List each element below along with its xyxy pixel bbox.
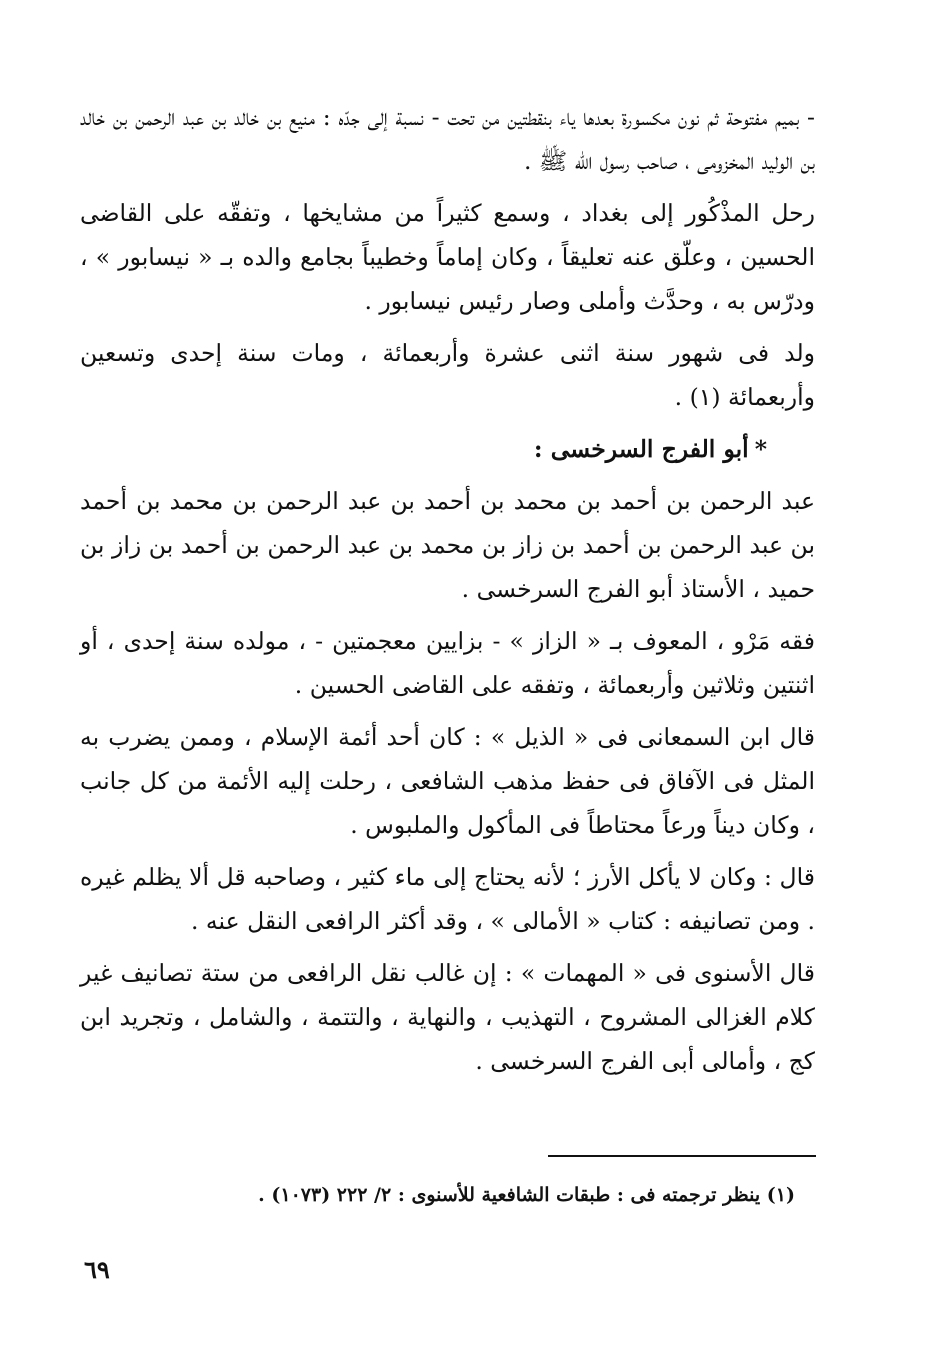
main-text xyxy=(80,95,815,1091)
paragraph-3: ولد فى شهور سنة اثنى عشرة وأربعمائة ، ومات سنة إحدى وتسعين وأربعمائة (١) . xyxy=(80,339,815,411)
entry-heading xyxy=(80,427,815,471)
page-number: ٦٩ xyxy=(84,1255,110,1284)
paragraph-5: فقه مَرْو ، المعوف بـ « الزاز » - بزايين معجمتين - ، مولده سنة إحدى ، أو اثنتين وثلاثين وأربعمائة ، وتفقه على القاضى الحسين . xyxy=(80,627,815,699)
footnote: (١) ينظر ترجمته فى : طبقات الشافعية للأسنوى : ٢/ ٢٢٢ (١٠٧٣) . xyxy=(258,1184,795,1206)
footnote-divider xyxy=(548,1155,816,1157)
asterisk-icon: * xyxy=(754,435,767,463)
paragraph-8: قال الأسنوى فى « المهمات » : إن غالب نقل الرافعى من ستة تصانيف غير كلام الغزالى المشروح ، التهذيب ، والنهاية ، والتتمة ، والشامل ، وتجريد ابن كج ، وأمالى أبى الفرج السرخسى . xyxy=(80,959,815,1075)
paragraph-4: عبد الرحمن بن أحمد بن محمد بن أحمد بن عبد الرحمن بن محمد بن أحمد بن عبد الرحمن بن أحمد بن زاز بن محمد بن عبد الرحمن بن أحمد بن زاز بن حميد ، الأستاذ أبو الفرج السرخسى . xyxy=(80,487,815,603)
paragraph-2: رحل المذْكُور إلى بغداد ، وسمع كثيراً من مشايخها ، وتفقّه على القاضى الحسين ، وعلّق عنه تعليقاً ، وكان إماماً وخطيباً بجامع والده بـ « نيسابور » ، ودرّس به ، وحدَّث وأملى وصار رئيس نيسابور . xyxy=(80,199,815,315)
paragraph-6: قال ابن السمعانى فى « الذيل » : كان أحد أئمة الإسلام ، وممن يضرب به المثل فى الآفاق فى حفظ مذهب الشافعى ، رحلت إليه الأئمة من كل جانب ، وكان ديناً ورعاً محتاطاً فى المأكول والملبوس . xyxy=(80,723,815,839)
paragraph-1: - بميم مفتوحة ثم نون مكسورة بعدها ياء بنقطتين من تحت - نسبة إلى جدّه : منيع بن خالد بن عبد الرحمن بن خالد بن الوليد المخزومى ، صاحب رسول الله ﷺ . xyxy=(80,103,815,175)
paragraph-7: قال : وكان لا يأكل الأرز ؛ لأنه يحتاج إلى ماء كثير ، وصاحبه قل ألا يظلم غيره . ومن تصانيفه : كتاب « الأمالى » ، وقد أكثر الرافعى النقل عنه . xyxy=(80,863,815,935)
entry-heading-text: أبو الفرج السرخسى : xyxy=(533,435,749,463)
